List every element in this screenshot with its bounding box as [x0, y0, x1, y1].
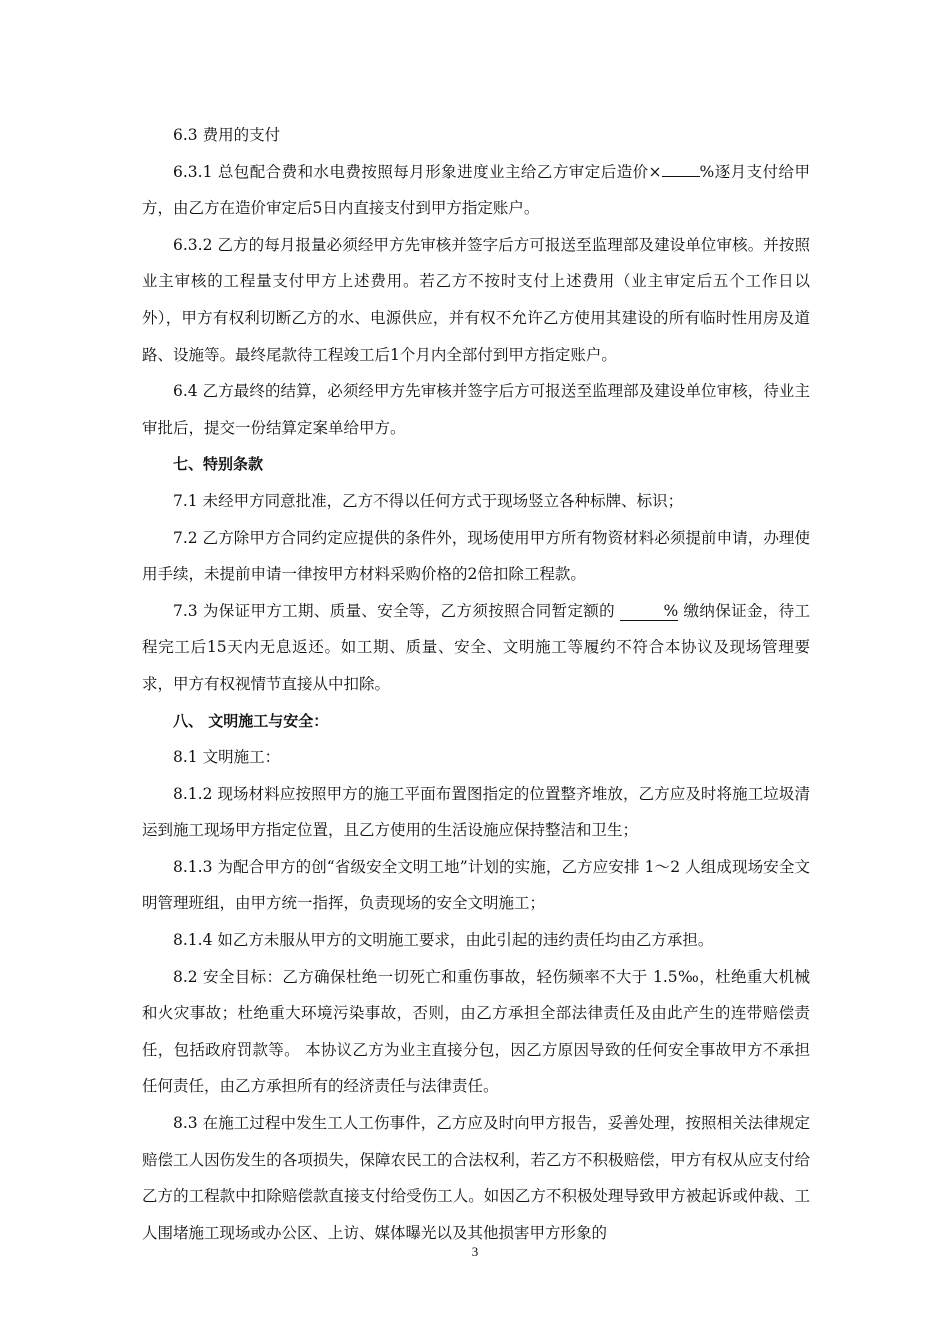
paragraph-7-3-text-a: 7.3 为保证甲方工期、质量、安全等，乙方须按照合同暂定额的 — [173, 601, 621, 620]
fill-in-blank-percent: % — [620, 602, 678, 621]
paragraph-6-3-1 — [142, 154, 810, 227]
document-body — [142, 117, 810, 1251]
section-heading-8: 八、 文明施工与安全： — [173, 711, 329, 730]
paragraph-8-1-4: 8.1.4 如乙方未服从甲方的文明施工要求，由此引起的违约责任均由乙方承担。 — [173, 931, 714, 950]
paragraph-6-3-2: 6.3.2 乙方的每月报量必须经甲方先审核并签字后方可报送至监理部及建设单位审核。并按照业主审核的工程量支付甲方上述费用。若乙方不按时支付上述费用（业主审定后五个工作日以外），甲方有权利切断乙方的水、电源供应，并有权不允许乙方使用其建设的所有临时性用房及道路、设施等。最终尾款待工程竣工后1个月内全部付到甲方指定账户。 — [142, 235, 810, 364]
paragraph-6-3: 6.3 费用的支付 — [173, 126, 281, 144]
paragraph-6-3-1-text-a: 6.3.1 总包配合费和水电费按照每月形象进度业主给乙方审定后造价× — [173, 162, 662, 181]
fill-in-blank — [662, 158, 700, 177]
paragraph-6-4: 6.4 乙方最终的结算，必须经甲方先审核并签字后方可报送至监理部及建设单位审核，待业主审批后，提交一份结算定案单给甲方。 — [142, 382, 810, 437]
paragraph-7-1: 7.1 未经甲方同意批准，乙方不得以任何方式于现场竖立各种标牌、标识； — [173, 491, 684, 510]
paragraph-8-1-3: 8.1.3 为配合甲方的创“省级安全文明工地”计划的实施，乙方应安排 1～2 人组成现场安全文明管理班组，由甲方统一指挥，负责现场的安全文明施工； — [142, 857, 810, 913]
paragraph-7-2: 7.2 乙方除甲方合同约定应提供的条件外，现场使用甲方所有物资材料必须提前申请，办理使用手续，未提前申请一律按甲方材料采购价格的2倍扣除工程款。 — [142, 528, 810, 584]
paragraph-8-1: 8.1 文明施工： — [173, 748, 281, 767]
page-number: 3 — [471, 1244, 479, 1259]
section-heading-7: 七、特别条款 — [173, 455, 264, 474]
paragraph-7-3-text-b: 缴纳保证金，待工程完工后15天内无息返还。如工期、质量、安全、文明施工等履约不符合本协议及现场管理要求，甲方有权视情节直接从中扣除。 — [142, 601, 810, 693]
paragraph-8-2: 8.2 安全目标：乙方确保杜绝一切死亡和重伤事故，轻伤频率不大于 1.5‰，杜绝重大机械和火灾事故；杜绝重大环境污染事故，否则，由乙方承担全部法律责任及由此产生的连带赔偿责任，包括政府罚款等。 本协议乙方为业主直接分包，因乙方原因导致的任何安全事故甲方不承担任何责任，由乙方承担所有的经济责任与法律责任。 — [142, 967, 810, 1096]
paragraph-6-3-1-text-b: %逐月支付给甲方，由乙方在造价审定后5日内直接支付到甲方指定账户。 — [142, 162, 810, 218]
paragraph-7-3 — [142, 593, 810, 703]
paragraph-8-3: 8.3 在施工过程中发生工人工伤事件，乙方应及时向甲方报告，妥善处理，按照相关法律规定赔偿工人因伤发生的各项损失，保障农民工的合法权利，若乙方不积极赔偿，甲方有权从应支付给乙方的工程款中扣除赔偿款直接支付给受伤工人。如因乙方不积极处理导致甲方被起诉或仲裁、工人围堵施工现场或办公区、上访、媒体曝光以及其他损害甲方形象的 — [142, 1114, 810, 1242]
paragraph-8-1-2: 8.1.2 现场材料应按照甲方的施工平面布置图指定的位置整齐堆放，乙方应及时将施工垃圾清运到施工现场甲方指定位置，且乙方使用的生活设施应保持整洁和卫生； — [142, 784, 810, 840]
